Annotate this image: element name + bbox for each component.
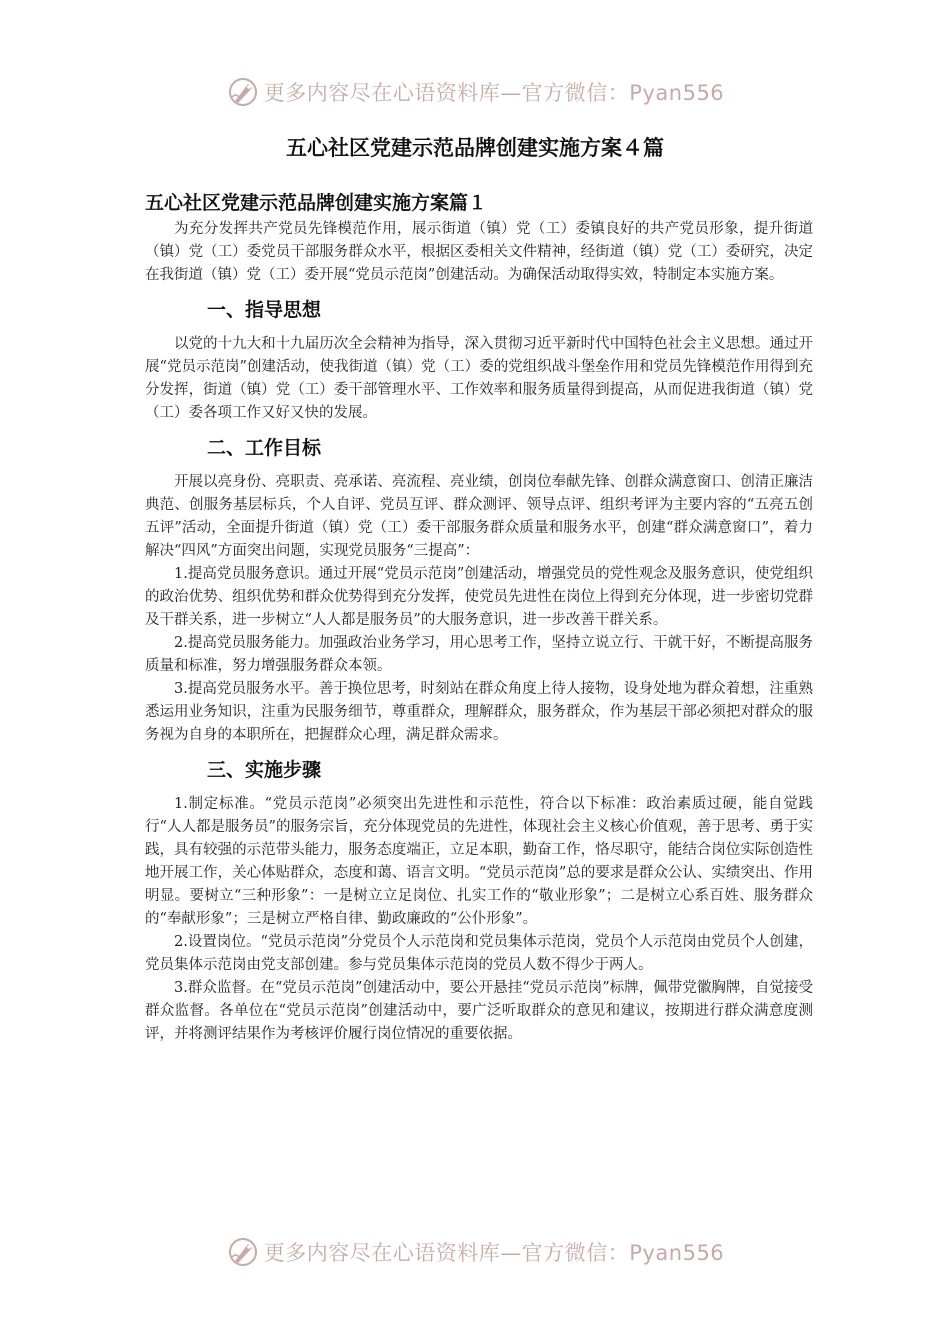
heading-implementation-steps: 三、实施步骤 <box>207 759 322 781</box>
watermark-text: 更多内容尽在心语资料库—官方微信：Pyan556 <box>263 1241 725 1265</box>
paragraph-step-2: 2.设置岗位。“党员示范岗”分党员个人示范岗和党员集体示范岗，党员个人示范岗由党员个人创建，党员集体示范岗由党支部创建。参与党员集体示范岗的党员人数不得少于两人。 <box>145 934 813 973</box>
fountain-pen-nib-icon <box>226 1235 260 1269</box>
paragraph-guiding-ideology: 以党的十九大和十九届历次全会精神为指导，深入贯彻习近平新时代中国特色社会主义思想。通过开展“党员示范岗”创建活动，使我街道（镇）党（工）委的党组织战斗堡垒作用和党员先锋模范作用得到充分发挥，街道（镇）党（工）委干部管理水平、工作效率和服务质量得到提高，从而促进我街道（镇）党（工）委各项工作又好又快的发展。 <box>145 336 813 421</box>
paragraph-goal-2: 2.提高党员服务能力。加强政治业务学习，用心思考工作，坚持立说立行、干就干好，不断提高服务质量和标准，努力增强服务群众本领。 <box>145 635 813 674</box>
section-title: 五心社区党建示范品牌创建实施方案篇１ <box>145 192 488 214</box>
watermark-footer <box>0 1232 950 1272</box>
document-body <box>145 188 813 1046</box>
paragraph-goal-3: 3.提高党员服务水平。善于换位思考，时刻站在群众角度上待人接物，设身处地为群众着想，注重熟悉运用业务知识，注重为民服务细节，尊重群众，理解群众，服务群众，作为基层干部必须把对群众的服务视为自身的本职所在，把握群众心理，满足群众需求。 <box>145 681 813 743</box>
fountain-pen-nib-icon <box>226 75 260 109</box>
paragraph-step-3: 3.群众监督。在“党员示范岗”创建活动中，要公开悬挂“党员示范岗”标牌，佩带党徽胸牌，自觉接受群众监督。各单位在“党员示范岗”创建活动中，要广泛听取群众的意见和建议，按期进行群众满意度测评，并将测评结果作为考核评价履行岗位情况的重要依据。 <box>145 980 813 1042</box>
heading-guiding-ideology: 一、指导思想 <box>207 299 322 321</box>
paragraph-work-goals: 开展以亮身份、亮职责、亮承诺、亮流程、亮业绩，创岗位奉献先锋、创群众满意窗口、创清正廉洁典范、创服务基层标兵，个人自评、党员互评、群众测评、领导点评、组织考评为主要内容的“五亮五创五评”活动，全面提升街道（镇）党（工）委干部服务群众质量和服务水平，创建“群众满意窗口”，着力解决“四风”方面突出问题，实现党员服务“三提高”： <box>145 474 813 559</box>
paragraph-goal-1: 1.提高党员服务意识。通过开展“党员示范岗”创建活动，增强党员的党性观念及服务意识，使党组织的政治优势、组织优势和群众优势得到充分发挥，使党员先进性在岗位上得到充分体现，进一步密切党群及干群关系，进一步树立“人人都是服务员”的大服务意识，进一步改善干群关系。 <box>145 566 813 628</box>
intro-paragraph: 为充分发挥共产党员先锋模范作用，展示街道（镇）党（工）委镇良好的共产党员形象，提升街道（镇）党（工）委党员干部服务群众水平，根据区委相关文件精神，经街道（镇）党（工）委研究，决定在我街道（镇）党（工）委开展“党员示范岗”创建活动。为确保活动取得实效，特制定本实施方案。 <box>145 221 813 283</box>
watermark-header <box>0 72 950 112</box>
document-title: 五心社区党建示范品牌创建实施方案４篇 <box>286 136 664 160</box>
heading-work-goals: 二、工作目标 <box>207 437 322 459</box>
paragraph-step-1: 1.制定标准。“党员示范岗”必须突出先进性和示范性，符合以下标准：政治素质过硬，能自觉践行“人人都是服务员”的服务宗旨，充分体现党员的先进性，体现社会主义核心价值观，善于思考、勇于实践，具有较强的示范带头能力，服务态度端正，立足本职，勤奋工作，恪尽职守，能结合岗位实际创造性地开展工作，关心体贴群众，态度和蔼、语言文明。“党员示范岗”总的要求是群众公认、实绩突出、作用明显。要树立“三种形象”：一是树立立足岗位、扎实工作的“敬业形象”；二是树立心系百姓、服务群众的“奉献形象”；三是树立严格自律、勤政廉政的“公仆形象”。 <box>145 796 813 927</box>
watermark-text: 更多内容尽在心语资料库—官方微信：Pyan556 <box>263 81 725 105</box>
